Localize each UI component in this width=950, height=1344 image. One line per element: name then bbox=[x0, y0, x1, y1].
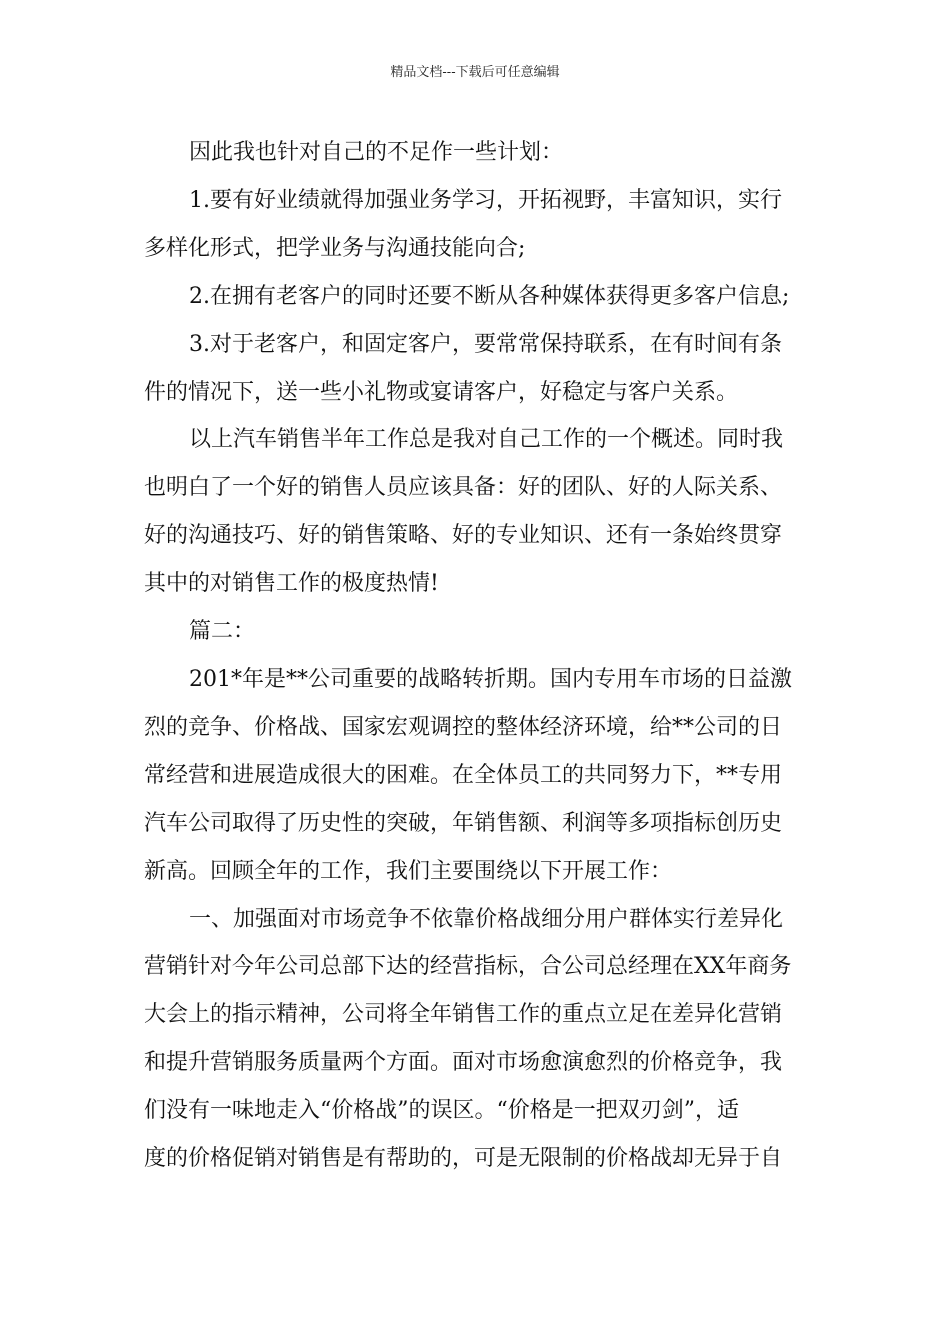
text-line: 因此我也针对自己的不足作一些计划： bbox=[189, 140, 564, 165]
text-line: 常经营和进展造成很大的困难。在全体员工的共同努力下，**专用 bbox=[144, 762, 783, 788]
text-line: 多样化形式，把学业务与沟通技能向合; bbox=[144, 235, 526, 261]
text-line: 1.要有好业绩就得加强业务学习，开拓视野，丰富知识，实行 bbox=[189, 187, 782, 213]
text-line: 烈的竞争、价格战、国家宏观调控的整体经济环境，给**公司的日 bbox=[144, 714, 783, 740]
paragraph-plan-intro bbox=[144, 129, 806, 177]
text-line: 其中的对销售工作的极度热情! bbox=[144, 571, 439, 597]
text-line: 营销针对今年公司总部下达的经营指标，合公司总经理在XX年商务 bbox=[144, 954, 792, 980]
paragraph-plan-item-2 bbox=[144, 273, 806, 321]
text-line: 以上汽车销售半年工作总是我对自己工作的一个概述。同时我 bbox=[189, 427, 784, 453]
text-line: 2.在拥有老客户的同时还要不断从各种媒体获得更多客户信息; bbox=[189, 283, 790, 309]
paragraph-plan-item-1 bbox=[144, 177, 806, 273]
text-line: 和提升营销服务质量两个方面。面对市场愈演愈烈的价格竞争，我 bbox=[144, 1050, 783, 1076]
text-line: 新高。回顾全年的工作，我们主要围绕以下开展工作： bbox=[144, 858, 673, 884]
page-header: 精品文档---下载后可任意编辑 bbox=[390, 65, 560, 80]
text-line: 一、加强面对市场竞争不依靠价格战细分用户群体实行差异化 bbox=[189, 906, 784, 932]
text-line: 也明白了一个好的销售人员应该具备：好的团队、好的人际关系、 bbox=[144, 475, 783, 501]
paragraph-year-overview bbox=[144, 656, 806, 896]
paragraph-summary bbox=[144, 416, 806, 608]
text-line: 汽车公司取得了历史性的突破，年销售额、利润等多项指标创历史 bbox=[144, 810, 783, 836]
text-line: 们没有一味地走入“价格战”的误区。“价格是一把双刃剑”，适 bbox=[144, 1098, 739, 1124]
section-heading-part-two bbox=[144, 608, 806, 656]
text-line: 好的沟通技巧、好的销售策略、好的专业知识、还有一条始终贯穿 bbox=[144, 523, 783, 549]
paragraph-section-one bbox=[144, 896, 806, 1183]
text-line: 度的价格促销对销售是有帮助的，可是无限制的价格战却无异于自 bbox=[144, 1146, 783, 1172]
paragraph-plan-item-3 bbox=[144, 321, 806, 417]
text-line: 件的情况下，送一些小礼物或宴请客户，好稳定与客户关系。 bbox=[144, 379, 739, 405]
text-line: 3.对于老客户，和固定客户，要常常保持联系，在有时间有条 bbox=[189, 331, 782, 357]
document-body bbox=[144, 129, 806, 1183]
text-line: 201*年是**公司重要的战略转折期。国内专用车市场的日益激 bbox=[189, 666, 792, 692]
text-line: 篇二： bbox=[189, 619, 256, 645]
text-line: 大会上的指示精神，公司将全年销售工作的重点立足在差异化营销 bbox=[144, 1002, 783, 1028]
